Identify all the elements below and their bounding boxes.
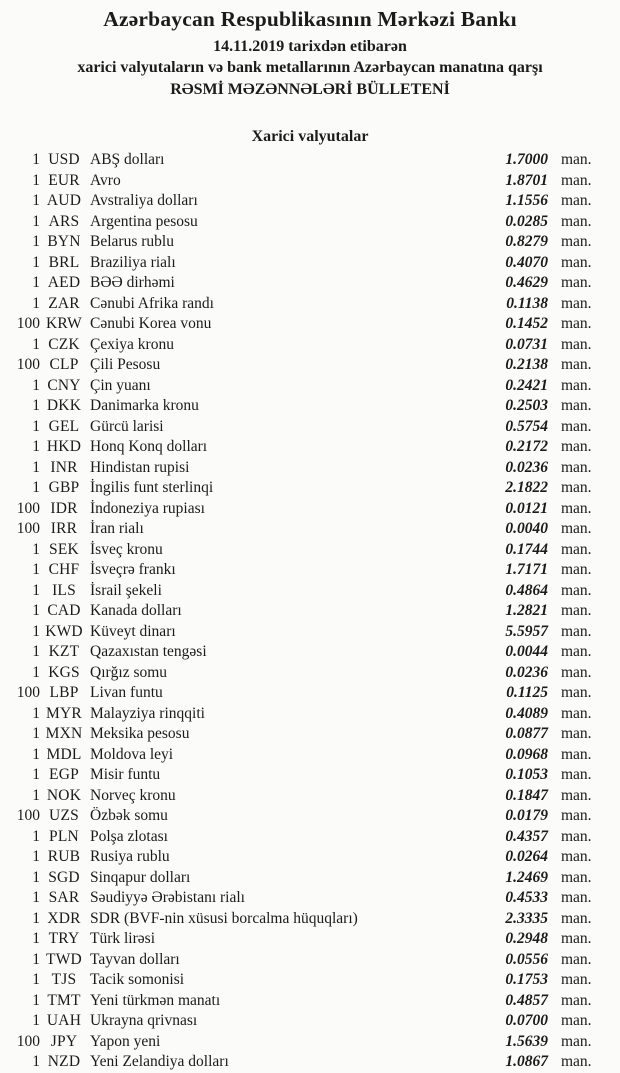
currency-amount: 1: [32, 786, 40, 804]
currency-name: Malayziya rinqqiti: [90, 704, 205, 722]
currency-unit-suffix: man.: [561, 602, 592, 619]
currency-code: KRW: [46, 315, 82, 332]
currency-unit-suffix: man.: [561, 868, 592, 886]
currency-name: Danimarka kronu: [90, 397, 199, 414]
currency-amount: 1: [32, 192, 40, 209]
currency-rate-value: 0.1753: [505, 971, 548, 988]
currency-name: BƏƏ dirhəmi: [90, 274, 175, 291]
currency-rate-row: [0, 929, 620, 950]
currency-rate-row: [0, 704, 620, 725]
currency-amount: 1: [32, 766, 40, 783]
currency-rate-value: 0.0700: [505, 1012, 548, 1029]
currency-rate-value: 0.0285: [505, 212, 548, 230]
currency-name: Yeni türkmən manatı: [90, 991, 221, 1009]
currency-amount: 1: [32, 438, 40, 455]
bulletin-title-line: RƏSMİ MƏZƏNNƏLƏRİ BÜLLETENİ: [170, 80, 450, 98]
currency-name: Tacik somonisi: [90, 971, 185, 988]
currency-name: Livan funtu: [90, 684, 163, 701]
currency-code: SGD: [48, 868, 80, 886]
currency-unit-suffix: man.: [561, 192, 592, 209]
currency-rate-value: 1.5639: [505, 1032, 548, 1050]
currency-rate-value: 0.1138: [506, 294, 548, 312]
currency-unit-suffix: man.: [561, 725, 592, 742]
currency-name: Ukrayna qrivnası: [90, 1012, 198, 1029]
currency-name: İsrail şekeli: [90, 581, 162, 599]
currency-unit-suffix: man.: [561, 704, 592, 722]
currency-code: CNY: [47, 376, 81, 394]
currency-name: ABŞ dolları: [90, 151, 165, 168]
currency-amount: 1: [32, 335, 40, 353]
currency-code: KZT: [48, 643, 80, 660]
currency-name: Tayvan dolları: [90, 950, 180, 968]
currency-rate-row: [0, 519, 620, 540]
currency-unit-suffix: man.: [561, 889, 592, 906]
subtitle-line: xarici valyutaların və bank metallarının Azərbaycan manatına qarşı: [77, 59, 543, 76]
currency-code: CZK: [48, 335, 80, 353]
currency-rate-row: [0, 499, 620, 520]
currency-unit-suffix: man.: [561, 1053, 592, 1070]
currency-unit-suffix: man.: [561, 561, 592, 578]
currency-rate-row: [0, 601, 620, 622]
currency-rate-value: 0.4864: [505, 581, 548, 599]
currency-amount: 1: [32, 745, 40, 763]
currency-amount: 100: [16, 1032, 40, 1050]
currency-rate-value: 0.2948: [505, 930, 548, 947]
currency-rate-value: 1.7171: [505, 561, 548, 578]
currency-rate-row: [0, 150, 620, 171]
currency-rate-value: 0.4629: [505, 274, 548, 291]
currency-amount: 100: [16, 315, 40, 332]
currency-amount: 1: [32, 1012, 40, 1029]
currency-unit-suffix: man.: [561, 274, 592, 291]
currency-amount: 1: [32, 171, 40, 189]
currency-code: ZAR: [48, 294, 80, 312]
currency-code: USD: [48, 151, 80, 168]
currency-unit-suffix: man.: [561, 520, 592, 537]
currency-code: CAD: [47, 602, 81, 619]
currency-code: RUB: [47, 848, 81, 865]
currency-rate-value: 5.5957: [505, 622, 548, 640]
page-title: Azərbaycan Respublikasının Mərkəzi Bankı: [103, 7, 517, 31]
currency-amount: 1: [32, 151, 40, 168]
currency-amount: 100: [16, 684, 40, 701]
currency-name: Polşa zlotası: [90, 827, 168, 845]
currency-rate-value: 0.0040: [505, 520, 548, 537]
effective-date-line: 14.11.2019 tarixdən etibarən: [213, 37, 407, 55]
currency-code: ARS: [48, 212, 80, 230]
currency-rate-value: 1.2469: [505, 868, 548, 886]
currency-rate-row: [0, 950, 620, 971]
currency-amount: 1: [32, 827, 40, 845]
currency-code: MDL: [46, 745, 82, 763]
currency-name: Hindistan rupisi: [90, 458, 190, 476]
currency-rate-row: [0, 417, 620, 438]
currency-rate-value: 1.8701: [505, 171, 548, 189]
currency-name: Braziliya rialı: [90, 253, 176, 271]
currency-unit-suffix: man.: [561, 971, 592, 988]
currency-rate-row: [0, 335, 620, 356]
currency-unit-suffix: man.: [561, 622, 592, 640]
currency-code: UZS: [49, 807, 79, 824]
currency-unit-suffix: man.: [561, 315, 592, 332]
currency-rate-value: 0.4357: [505, 827, 548, 845]
currency-code: MXN: [45, 725, 83, 742]
currency-unit-suffix: man.: [561, 253, 592, 271]
currency-rate-value: 2.1822: [505, 479, 548, 496]
currency-rates-table: [0, 150, 620, 1073]
currency-amount: 1: [32, 663, 40, 681]
currency-rate-value: 0.4857: [505, 991, 548, 1009]
currency-rate-row: [0, 745, 620, 766]
currency-rate-row: [0, 806, 620, 827]
currency-name: Qazaxıstan tengəsi: [90, 643, 207, 660]
currency-amount: 1: [32, 868, 40, 886]
currency-name: Meksika pesosu: [90, 725, 190, 742]
currency-rate-row: [0, 991, 620, 1012]
currency-rate-row: [0, 1032, 620, 1053]
currency-amount: 1: [32, 253, 40, 271]
currency-unit-suffix: man.: [561, 376, 592, 394]
currency-unit-suffix: man.: [561, 581, 592, 599]
currency-name: Qırğız somu: [90, 663, 168, 681]
currency-name: SDR (BVF-nin xüsusi borcalma hüquqları): [90, 909, 358, 927]
currency-code: PLN: [49, 827, 79, 845]
currency-code: INR: [50, 458, 78, 476]
currency-unit-suffix: man.: [561, 950, 592, 968]
currency-amount: 1: [32, 909, 40, 927]
currency-code: HKD: [46, 438, 82, 455]
currency-unit-suffix: man.: [561, 171, 592, 189]
currency-rate-value: 0.0968: [505, 745, 548, 763]
currency-code: IRR: [50, 520, 78, 537]
currency-name: Səudiyyə Ərəbistanı rialı: [90, 889, 245, 906]
currency-rate-value: 0.0264: [505, 848, 548, 865]
currency-amount: 1: [32, 950, 40, 968]
currency-code: GBP: [48, 479, 80, 496]
currency-rate-value: 0.0731: [505, 335, 548, 353]
currency-rate-value: 0.5754: [505, 417, 548, 435]
currency-name: Gürcü larisi: [90, 417, 164, 435]
currency-rate-value: 1.1556: [505, 192, 548, 209]
currency-rate-value: 0.0556: [505, 950, 548, 968]
currency-unit-suffix: man.: [561, 356, 592, 373]
currency-rate-value: 0.2138: [505, 356, 548, 373]
currency-unit-suffix: man.: [561, 233, 592, 250]
currency-name: Cənubi Afrika randı: [90, 294, 214, 312]
currency-rate-value: 1.2821: [505, 602, 548, 619]
currency-amount: 1: [32, 397, 40, 414]
currency-name: İsveçrə frankı: [90, 561, 176, 578]
currency-rate-row: [0, 355, 620, 376]
currency-amount: 100: [16, 520, 40, 537]
currency-unit-suffix: man.: [561, 212, 592, 230]
currency-rate-row: [0, 458, 620, 479]
currency-code: ILS: [52, 581, 76, 599]
currency-rate-value: 1.7000: [505, 151, 548, 168]
currency-unit-suffix: man.: [561, 458, 592, 476]
currency-unit-suffix: man.: [561, 848, 592, 865]
currency-code: TMT: [47, 991, 81, 1009]
currency-code: CHF: [48, 561, 80, 578]
currency-code: UAH: [46, 1012, 82, 1029]
currency-unit-suffix: man.: [561, 663, 592, 681]
currency-unit-suffix: man.: [561, 1032, 592, 1050]
currency-rate-value: 0.0236: [505, 663, 548, 681]
currency-code: AUD: [46, 192, 82, 209]
currency-unit-suffix: man.: [561, 827, 592, 845]
currency-name: İsveç kronu: [90, 540, 163, 558]
currency-rate-value: 0.2172: [505, 438, 548, 455]
currency-name: Çin yuanı: [90, 376, 151, 394]
currency-rate-row: [0, 437, 620, 458]
currency-rate-value: 0.0044: [505, 643, 548, 660]
currency-rate-row: [0, 970, 620, 991]
currency-amount: 100: [16, 356, 40, 373]
currency-unit-suffix: man.: [561, 643, 592, 660]
currency-rate-value: 0.0877: [505, 725, 548, 742]
currency-code: TRY: [48, 930, 80, 947]
currency-unit-suffix: man.: [561, 335, 592, 353]
currency-unit-suffix: man.: [561, 766, 592, 783]
currency-rate-row: [0, 827, 620, 848]
currency-amount: 1: [32, 704, 40, 722]
currency-amount: 1: [32, 622, 40, 640]
currency-amount: 1: [32, 848, 40, 865]
currency-rate-row: [0, 314, 620, 335]
currency-rate-value: 1.0867: [505, 1053, 548, 1070]
currency-amount: 1: [32, 991, 40, 1009]
currency-amount: 1: [32, 376, 40, 394]
currency-name: Avro: [90, 171, 121, 189]
currency-rate-value: 0.4070: [505, 253, 548, 271]
currency-code: JPY: [50, 1032, 78, 1050]
currency-rate-value: 0.2421: [505, 376, 548, 394]
currency-name: Özbək somu: [90, 807, 168, 824]
currency-rate-value: 0.0121: [505, 499, 548, 517]
currency-unit-suffix: man.: [561, 397, 592, 414]
currency-rate-row: [0, 581, 620, 602]
currency-code: SAR: [48, 889, 80, 906]
currency-amount: 1: [32, 725, 40, 742]
currency-rate-value: 0.1452: [505, 315, 548, 332]
currency-unit-suffix: man.: [561, 479, 592, 496]
currency-code: EGP: [49, 766, 79, 783]
currency-name: Honq Konq dolları: [90, 438, 208, 455]
currency-name: Avstraliya dolları: [90, 192, 198, 209]
currency-rate-row: [0, 888, 620, 909]
currency-rate-value: 0.0179: [505, 807, 548, 824]
currency-rate-value: 0.8279: [505, 233, 548, 250]
currency-unit-suffix: man.: [561, 1012, 592, 1029]
currency-rate-value: 0.2503: [505, 397, 548, 414]
currency-rate-row: [0, 478, 620, 499]
currency-name: Sinqapur dolları: [90, 868, 191, 886]
currency-rate-value: 2.3335: [505, 909, 548, 927]
currency-amount: 1: [32, 889, 40, 906]
currency-unit-suffix: man.: [561, 540, 592, 558]
currency-unit-suffix: man.: [561, 499, 592, 517]
currency-amount: 1: [32, 294, 40, 312]
currency-unit-suffix: man.: [561, 417, 592, 435]
currency-amount: 1: [32, 581, 40, 599]
currency-rate-row: [0, 868, 620, 889]
currency-name: Türk lirəsi: [90, 930, 155, 947]
currency-rate-value: 0.1125: [506, 684, 548, 701]
bulletin-header: [0, 0, 620, 98]
currency-rate-row: [0, 663, 620, 684]
currency-name: Çexiya kronu: [90, 335, 174, 353]
currency-rate-row: [0, 909, 620, 930]
currency-code: DKK: [46, 397, 82, 414]
currency-unit-suffix: man.: [561, 909, 592, 927]
currency-code: BRL: [48, 253, 80, 271]
currency-rate-row: [0, 376, 620, 397]
currency-rate-row: [0, 232, 620, 253]
currency-code: GEL: [48, 417, 80, 435]
currency-amount: 1: [32, 971, 40, 988]
currency-rate-row: [0, 273, 620, 294]
currency-code: KWD: [45, 622, 83, 640]
currency-code: CLP: [49, 356, 79, 373]
currency-rate-row: [0, 765, 620, 786]
currency-unit-suffix: man.: [561, 745, 592, 763]
currency-rate-row: [0, 253, 620, 274]
currency-rate-value: 0.1744: [505, 540, 548, 558]
currency-name: Moldova leyi: [90, 745, 174, 763]
currency-unit-suffix: man.: [561, 438, 592, 455]
currency-code: TWD: [46, 950, 82, 968]
currency-name: Misir funtu: [90, 766, 161, 783]
currency-rate-value: 0.0236: [505, 458, 548, 476]
currency-rate-row: [0, 396, 620, 417]
currency-amount: 1: [32, 930, 40, 947]
currency-name: Kanada dolları: [90, 602, 182, 619]
currency-amount: 1: [32, 233, 40, 250]
currency-name: Norveç kronu: [90, 786, 176, 804]
currency-rate-row: [0, 191, 620, 212]
currency-code: KGS: [48, 663, 80, 681]
currency-code: SEK: [49, 540, 79, 558]
currency-name: Küveyt dinarı: [90, 622, 176, 640]
currency-rate-row: [0, 642, 620, 663]
section-title-foreign-currencies: Xarici valyutalar: [251, 128, 369, 145]
currency-name: İngilis funt sterlinqi: [90, 479, 214, 496]
currency-unit-suffix: man.: [561, 807, 592, 824]
currency-name: Belarus rublu: [90, 233, 174, 250]
currency-rate-row: [0, 540, 620, 561]
currency-name: Yapon yeni: [90, 1032, 161, 1050]
currency-unit-suffix: man.: [561, 930, 592, 947]
currency-rate-row: [0, 847, 620, 868]
currency-code: IDR: [50, 499, 78, 517]
currency-unit-suffix: man.: [561, 991, 592, 1009]
currency-rate-row: [0, 171, 620, 192]
currency-amount: 1: [32, 479, 40, 496]
currency-rate-row: [0, 786, 620, 807]
currency-amount: 1: [32, 274, 40, 291]
currency-code: LBP: [49, 684, 79, 701]
currency-code: BYN: [47, 233, 81, 250]
currency-amount: 1: [32, 1053, 40, 1070]
currency-rate-value: 0.1847: [505, 786, 548, 804]
currency-code: NOK: [46, 786, 82, 804]
currency-name: İndoneziya rupiası: [90, 499, 205, 517]
currency-amount: 1: [32, 643, 40, 660]
currency-amount: 1: [32, 458, 40, 476]
currency-code: MYR: [46, 704, 82, 722]
currency-amount: 1: [32, 540, 40, 558]
currency-unit-suffix: man.: [561, 294, 592, 312]
currency-rate-row: [0, 212, 620, 233]
currency-code: NZD: [47, 1053, 81, 1070]
currency-amount: 100: [16, 499, 40, 517]
currency-rate-row: [0, 1052, 620, 1073]
currency-amount: 1: [32, 212, 40, 230]
currency-name: Argentina pesosu: [90, 212, 198, 230]
currency-unit-suffix: man.: [561, 151, 592, 168]
currency-amount: 1: [32, 602, 40, 619]
currency-rate-value: 0.1053: [505, 766, 548, 783]
currency-code: AED: [47, 274, 81, 291]
currency-rate-value: 0.4533: [505, 889, 548, 906]
currency-name: Yeni Zelandiya dolları: [90, 1053, 229, 1070]
currency-amount: 1: [32, 417, 40, 435]
currency-name: Çili Pesosu: [90, 356, 161, 373]
currency-name: Cənubi Korea vonu: [90, 315, 212, 332]
currency-code: XDR: [47, 909, 81, 927]
currency-rate-value: 0.4089: [505, 704, 548, 722]
currency-rate-row: [0, 683, 620, 704]
currency-rate-row: [0, 294, 620, 315]
currency-amount: 1: [32, 561, 40, 578]
currency-rate-row: [0, 622, 620, 643]
currency-rate-row: [0, 724, 620, 745]
currency-amount: 100: [16, 807, 40, 824]
currency-unit-suffix: man.: [561, 684, 592, 701]
currency-rate-row: [0, 1011, 620, 1032]
currency-code: TJS: [51, 971, 77, 988]
currency-rate-row: [0, 560, 620, 581]
currency-code: EUR: [48, 171, 80, 189]
currency-unit-suffix: man.: [561, 786, 592, 804]
currency-name: İran rialı: [90, 520, 144, 537]
currency-name: Rusiya rublu: [90, 848, 170, 865]
